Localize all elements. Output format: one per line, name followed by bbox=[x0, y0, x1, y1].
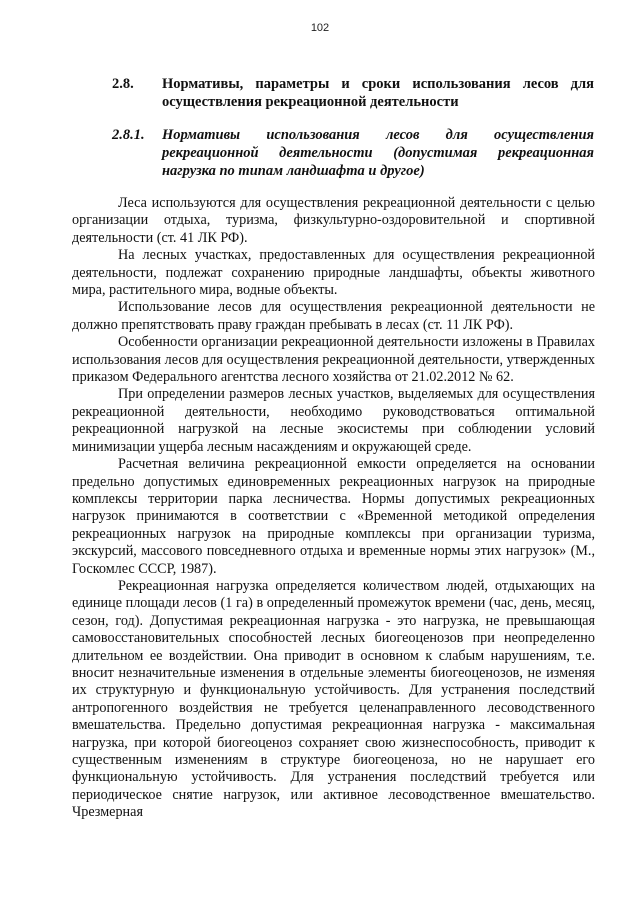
paragraph: Рекреационная нагрузка определяется количеством людей, отдыхающих на единице площади лесов (1 га) в определенный промежуток времени (час, день, месяц, сезон, год). Допустимая рекреационная нагрузка - это нагрузка, не превышающая самовосстановительных способностей лесных биогеоценозов при неопределенно длительном ее воздействии. Она приводит в основном к слабым нарушениям, т.е. вносит незначительные изменения в отдельные элементы биогеоценозов, не изменяя их структурную и функциональную устойчивость. Для устранения последствий антропогенного воздействия не требуется целенаправленного лесоводственного вмешательства. Предельно допустимая рекреационная нагрузка - максимальная нагрузка, при которой биогеоценоз сохраняет свою жизнеспособность, приводит к существенным изменениям в структуре биогеоценоза, но не нарушает его функциональную устойчивость. Для устранения последствий требуется или периодическое снятие нагрузок, или активное лесоводственное вмешательство. Чрезмерная bbox=[72, 577, 595, 821]
section-heading bbox=[112, 75, 594, 111]
subsection-title: Нормативы использования лесов для осуществления рекреационной деятельности (допустимая рекреационная нагрузка по типам ландшафта и другое) bbox=[162, 127, 594, 179]
body-text bbox=[72, 195, 595, 822]
paragraph: Особенности организации рекреационной деятельности изложены в Правилах использования лесов для осуществления рекреационной деятельности, утвержденных приказом Федерального агентства лесного хозяйства от 21.02.2012 № 62. bbox=[72, 334, 595, 386]
paragraph: На лесных участках, предоставленных для осуществления рекреационной деятельности, подлежат сохранению природные ландшафты, объекты животного мира, растительного мира, водные объекты. bbox=[72, 247, 595, 299]
subsection-number: 2.8.1. bbox=[112, 127, 145, 143]
paragraph: Леса используются для осуществления рекреационной деятельности с целью организации отдыха, туризма, физкультурно-оздоровительной и спортивной деятельности (ст. 41 ЛК РФ). bbox=[72, 195, 595, 246]
paragraph: Расчетная величина рекреационной емкости определяется на основании предельно допустимых единовременных рекреационных нагрузок на природные комплексы территории парка лесничества. Нормы допустимых рекреационных нагрузок принимаются в соответствии с «Временной методикой определения рекреационных нагрузок на природные комплексы при организации туризма, экскурсий, массового повседневного отдыха и временные нормы этих нагрузок» (М., Госкомлес СССР, 1987). bbox=[72, 456, 595, 577]
paragraph: При определении размеров лесных участков, выделяемых для осуществления рекреационной деятельности, необходимо руководствоваться оптимальной рекреационной нагрузкой на лесные экосистемы при соблюдении условий минимизации ущерба лесным насаждениям и окружающей среде. bbox=[72, 386, 595, 455]
paragraph: Использование лесов для осуществления рекреационной деятельности не должно препятствовать праву граждан пребывать в лесах (ст. 11 ЛК РФ). bbox=[72, 299, 595, 333]
page-number: 102 bbox=[310, 22, 330, 34]
section-number: 2.8. bbox=[112, 76, 134, 92]
subsection-heading bbox=[112, 126, 594, 180]
section-title: Нормативы, параметры и сроки использования лесов для осуществления рекреационной деятельности bbox=[162, 76, 594, 110]
